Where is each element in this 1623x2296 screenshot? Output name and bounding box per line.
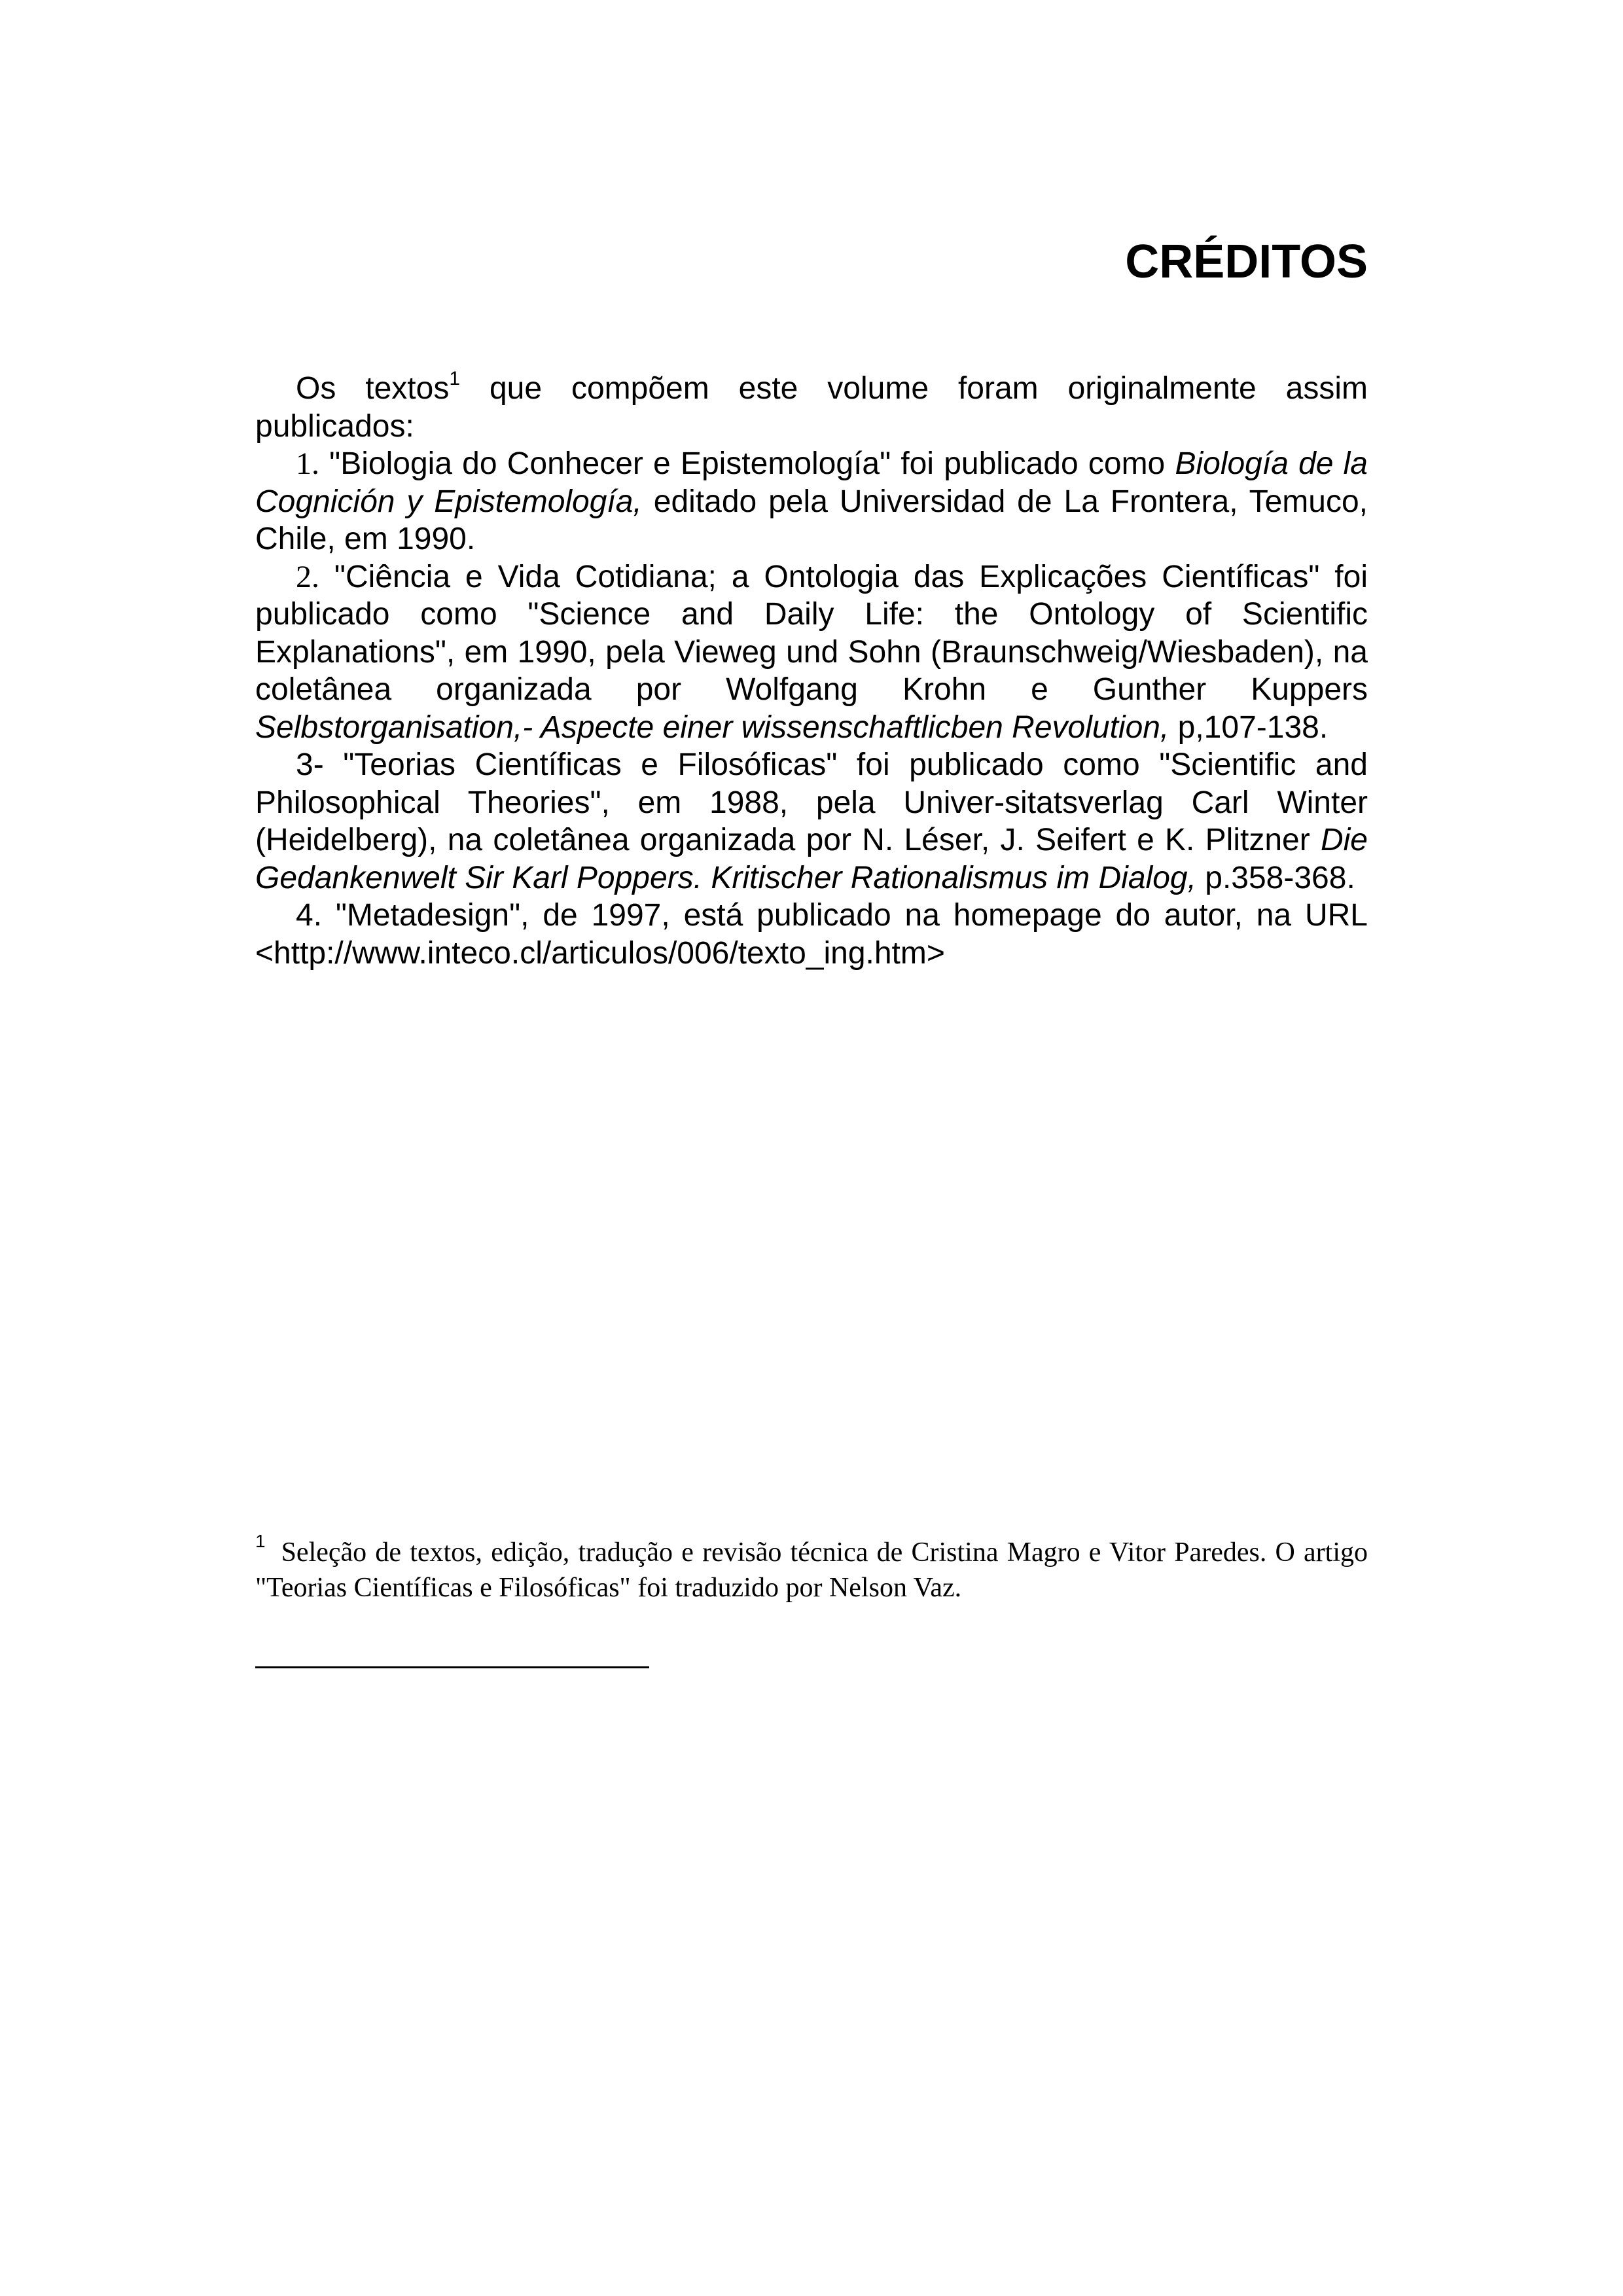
item-text-after: p,107-138.	[1169, 709, 1329, 745]
list-item	[255, 897, 1368, 972]
item-number: 1.	[296, 446, 319, 481]
item-number: 2.	[296, 559, 319, 594]
list-item	[255, 746, 1368, 897]
footnote-text: Seleção de textos, edição, tradução e revisão técnica de Cristina Magro e Vitor Paredes. O artigo "Teorias Científicas e Filosóficas" foi traduzido por Nelson Vaz.	[255, 1537, 1368, 1603]
body-text	[255, 370, 1368, 972]
item-number: 4.	[296, 898, 323, 933]
item-text: "Teorias Científicas e Filosóficas" foi publicado como "Scientific and Philosophical Theories", em 1988, pela Univer-sitatsverlag Carl Winter (Heidelberg), na coletânea organizada por N. Léser, J. Seifert e K. Plitzner	[255, 747, 1368, 857]
footnote-divider	[255, 1666, 649, 1668]
footnote	[255, 1531, 1368, 1605]
item-text-after: editado pela Universidad de La Frontera, Temuco, Chile, em 1990.	[255, 484, 1368, 556]
item-text: "Biologia do Conhecer e Epistemología" foi publicado como	[319, 446, 1175, 481]
intro-paragraph	[255, 370, 1368, 445]
item-italic-title: Biología de la Cognición y Epistemología,	[255, 446, 1368, 519]
page-title: CRÉDITOS	[1125, 236, 1368, 288]
item-italic-title: Selbstorganisation,- Aspecte einer wissenschaftlicben Revolution,	[255, 709, 1169, 745]
item-italic-title: Die Gedankenwelt Sir Karl Poppers. Kritischer Rationalismus im Dialog,	[255, 823, 1368, 895]
item-text: "Ciência e Vida Cotidiana; a Ontologia das Explicações Científicas" foi publicado como "Science and Daily Life: the Ontology of Scientific Explanations", em 1990, pela Vieweg und Sohn (Braunschweig/Wiesbaden), na coletânea organizada por Wolfgang Krohn e Gunther Kuppers	[255, 559, 1368, 707]
item-text-after: p.358-368.	[1196, 860, 1355, 895]
footnote-reference: 1	[449, 368, 461, 389]
footnote-marker: 1	[255, 1531, 266, 1551]
intro-text-after: que compõem este volume foram originalmente assim publicados:	[255, 371, 1368, 444]
intro-text-before: Os textos	[296, 371, 450, 406]
list-item	[255, 558, 1368, 747]
list-item	[255, 445, 1368, 558]
item-text: "Metadesign", de 1997, está publicado na homepage do autor, na URL <http://www.inteco.cl/articulos/006/texto_ing.htm>	[255, 898, 1368, 971]
item-number: 3-	[296, 747, 324, 782]
